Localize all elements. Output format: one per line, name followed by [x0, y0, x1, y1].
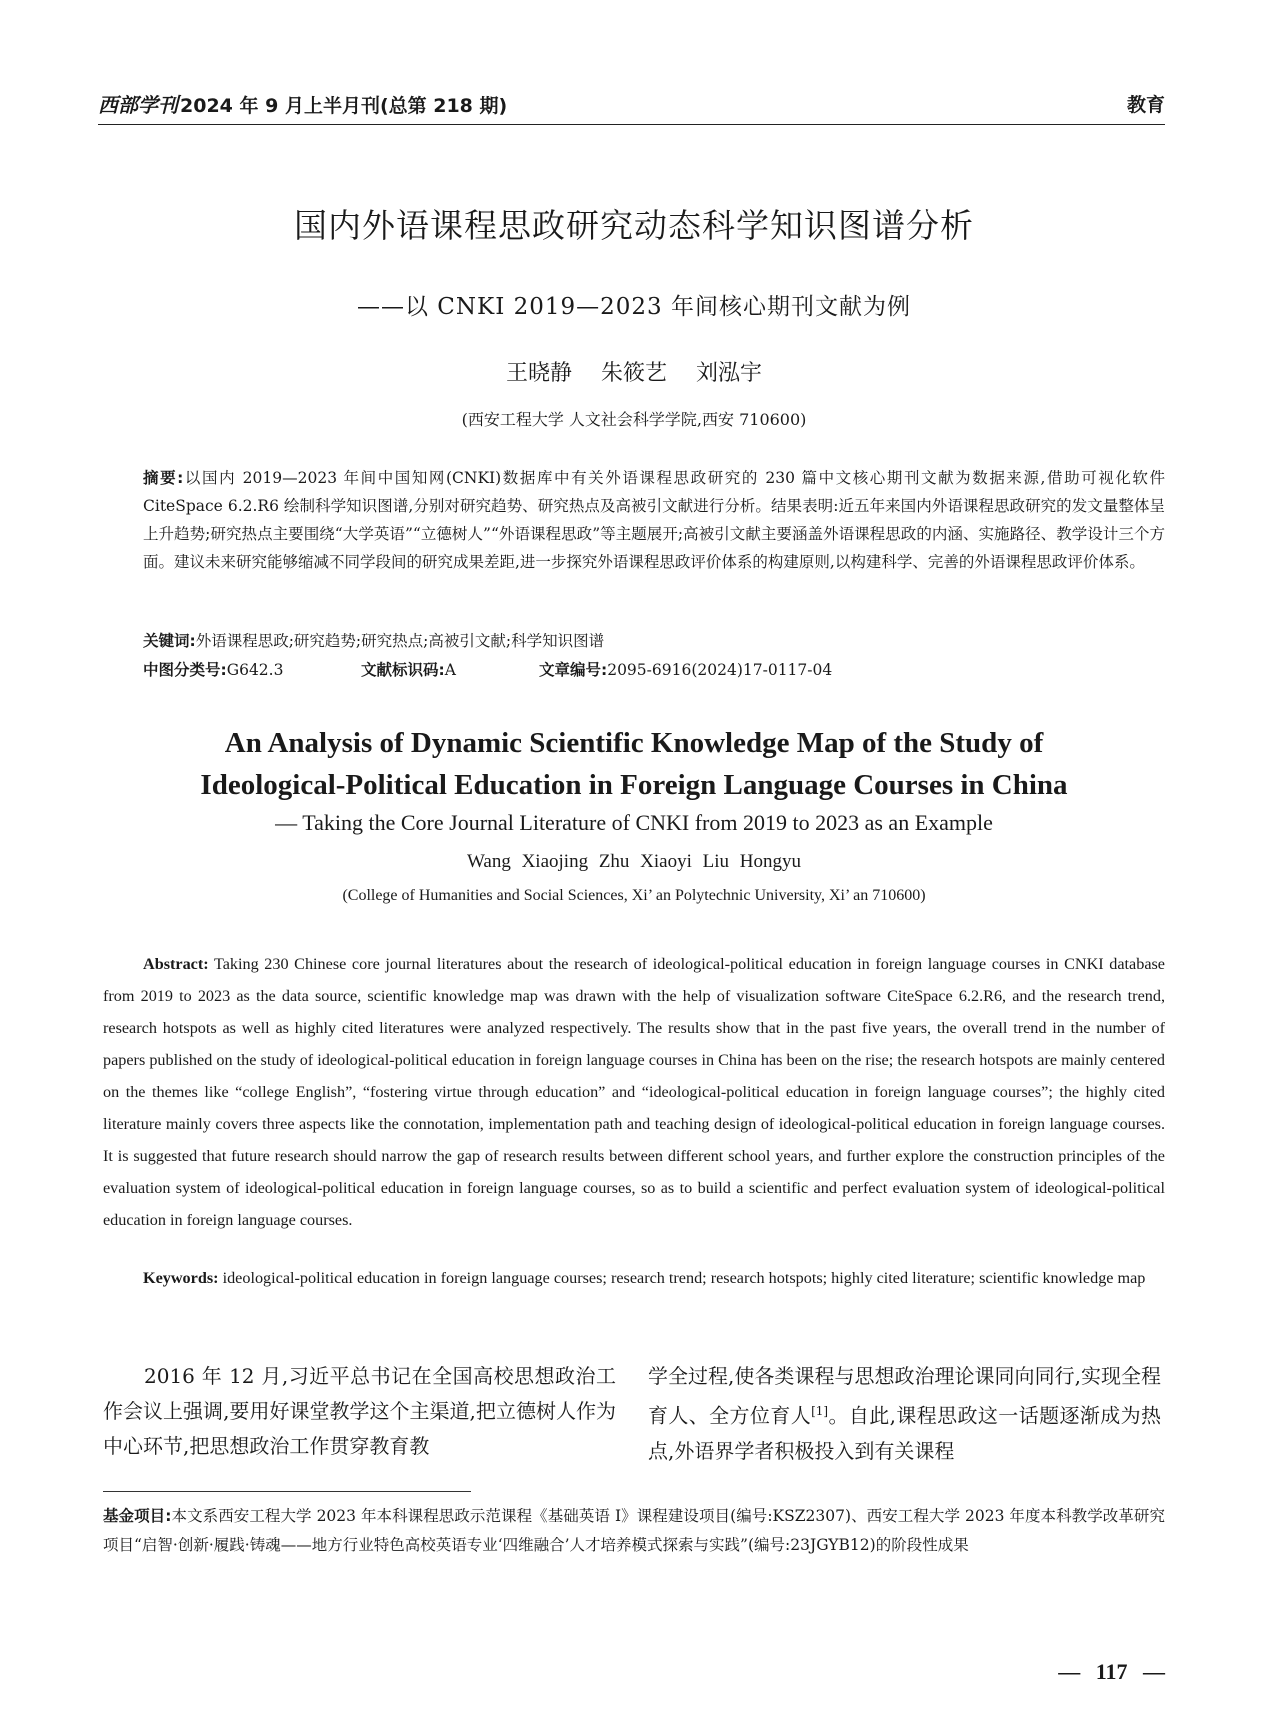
en-title-line2: Ideological-Political Education in Foreign Language Courses in China: [200, 769, 1068, 801]
en-abstract-label: Abstract:: [143, 955, 209, 973]
doc-code-field: [361, 656, 539, 684]
cn-keywords-label: 关键词:: [143, 632, 196, 650]
page-number: — 117 —: [1058, 1659, 1165, 1684]
funding-label: 基金项目:: [103, 1507, 172, 1525]
en-keywords: [103, 1262, 1165, 1294]
journal-info: [98, 89, 507, 118]
article-no-field: [539, 656, 832, 684]
en-subtitle: — Taking the Core Journal Literature of CNKI from 2019 to 2023 as an Example: [275, 810, 993, 835]
en-affiliation: (College of Humanities and Social Sciences, Xi’ an Polytechnic University, Xi’ an 710600): [342, 887, 926, 904]
en-keywords-label: Keywords:: [143, 1269, 219, 1287]
footnote-divider: [103, 1491, 471, 1492]
issue-info: 2024 年 9 月上半月刊(总第 218 期): [180, 94, 508, 117]
cn-keywords-text: 外语课程思政;研究趋势;研究热点;高被引文献;科学知识图谱: [195, 632, 605, 650]
clc-label: 中图分类号:: [143, 661, 227, 679]
body-column-left: 2016 年 12 月,习近平总书记在全国高校思想政治工作会议上强调,要用好课堂教学这个主渠道,把立德树人作为中心环节,把思想政治工作贯穿教育教: [103, 1364, 616, 1458]
cn-subtitle: ——以 CNKI 2019—2023 年间核心期刊文献为例: [357, 294, 911, 320]
cn-abstract-label: 摘要:: [143, 469, 184, 487]
article-no-value: 2095-6916(2024)17-0117-04: [607, 661, 833, 679]
cn-abstract: [143, 464, 1165, 576]
clc-value: G642.3: [226, 661, 284, 679]
funding-footnote: [103, 1502, 1165, 1560]
running-header: [98, 88, 1165, 118]
funding-text: 本文系西安工程大学 2023 年本科课程思政示范课程《基础英语 I》课程建设项目(编号:KSZ2307)、西安工程大学 2023 年度本科教学改革研究项目“启智·创新·履践·铸魂——地方行业特色高校英语专业‘四维融合’人才培养模式探索与实践”(编号:23JGYB12)的阶段性成果: [103, 1507, 1165, 1554]
citation-ref: [1]: [811, 1404, 829, 1418]
cn-title: 国内外语课程思政研究动态科学知识图谱分析: [294, 206, 974, 245]
classification-row: [143, 656, 1165, 684]
doc-code-label: 文献标识码:: [361, 661, 445, 679]
section-label: 教育: [1126, 93, 1165, 116]
en-title: [0, 722, 1268, 806]
en-abstract: [103, 948, 1165, 1236]
cn-affiliation: (西安工程大学 人文社会科学学院,西安 710600): [461, 410, 807, 429]
body-right-text-a: 学全过程,使各类课程与思想政治理论课同向同行,实现全程育人、全方位育人: [648, 1364, 1161, 1428]
journal-logo: 西部学刊: [98, 92, 178, 117]
body-right-text-b: 。自此,课程思政这一话题逐渐成为热点,外语界学者积极投入到有关课程: [648, 1403, 1162, 1463]
doc-code-value: A: [444, 661, 456, 679]
header-divider: [98, 124, 1165, 125]
cn-authors: 王晓静 朱筱艺 刘泓宇: [506, 361, 762, 386]
en-abstract-text: Taking 230 Chinese core journal literatures about the research of ideological-political education in foreign language courses in CNKI database from 2019 to 2023 as the data source, scientific knowledge map was drawn with the help of visualization software CiteSpace 6.2.R6, and the research trend, research hotspots as well as highly cited literatures were analyzed respectively. The results show that in the past five years, the overall trend in the number of papers published on the study of ideological-political education in foreign language courses in China has been on the rise; the research hotspots are mainly centered on the themes like “college English”, “fostering virtue through education” and “ideological-political education in foreign language courses”; the highly cited literature mainly covers three aspects like the connotation, implementation path and teaching design of ideological-political education in foreign language courses. It is suggested that future research should narrow the gap of research results between different school years, and further explore the construction principles of the evaluation system of ideological-political education in foreign language courses, so as to build a scientific and perfect evaluation system of ideological-political education in foreign language courses.: [103, 955, 1165, 1229]
body-column-right: [648, 1359, 1161, 1469]
clc-field: [143, 656, 361, 684]
en-title-line1: An Analysis of Dynamic Scientific Knowledge Map of the Study of: [224, 727, 1044, 759]
cn-keywords: [143, 627, 1165, 655]
cn-abstract-text: 以国内 2019—2023 年间中国知网(CNKI)数据库中有关外语课程思政研究的 230 篇中文核心期刊文献为数据来源,借助可视化软件 CiteSpace 6.2.R6 绘制科学知识图谱,分别对研究趋势、研究热点及高被引文献进行分析。结果表明:近五年来国内外语课程思政研究的发文量整体呈上升趋势;研究热点主要围绕“大学英语”“立德树人”“外语课程思政”等主题展开;高被引文献主要涵盖外语课程思政的内涵、实施路径、教学设计三个方面。建议未来研究能够缩减不同学段间的研究成果差距,进一步探究外语课程思政评价体系的构建原则,以构建科学、完善的外语课程思政评价体系。: [143, 469, 1165, 571]
en-authors: Wang Xiaojing Zhu Xiaoyi Liu Hongyu: [466, 851, 801, 872]
en-keywords-text: ideological-political education in foreign language courses; research trend; research hotspots; highly cited literature; scientific knowledge map: [222, 1269, 1146, 1287]
article-no-label: 文章编号:: [539, 661, 608, 679]
